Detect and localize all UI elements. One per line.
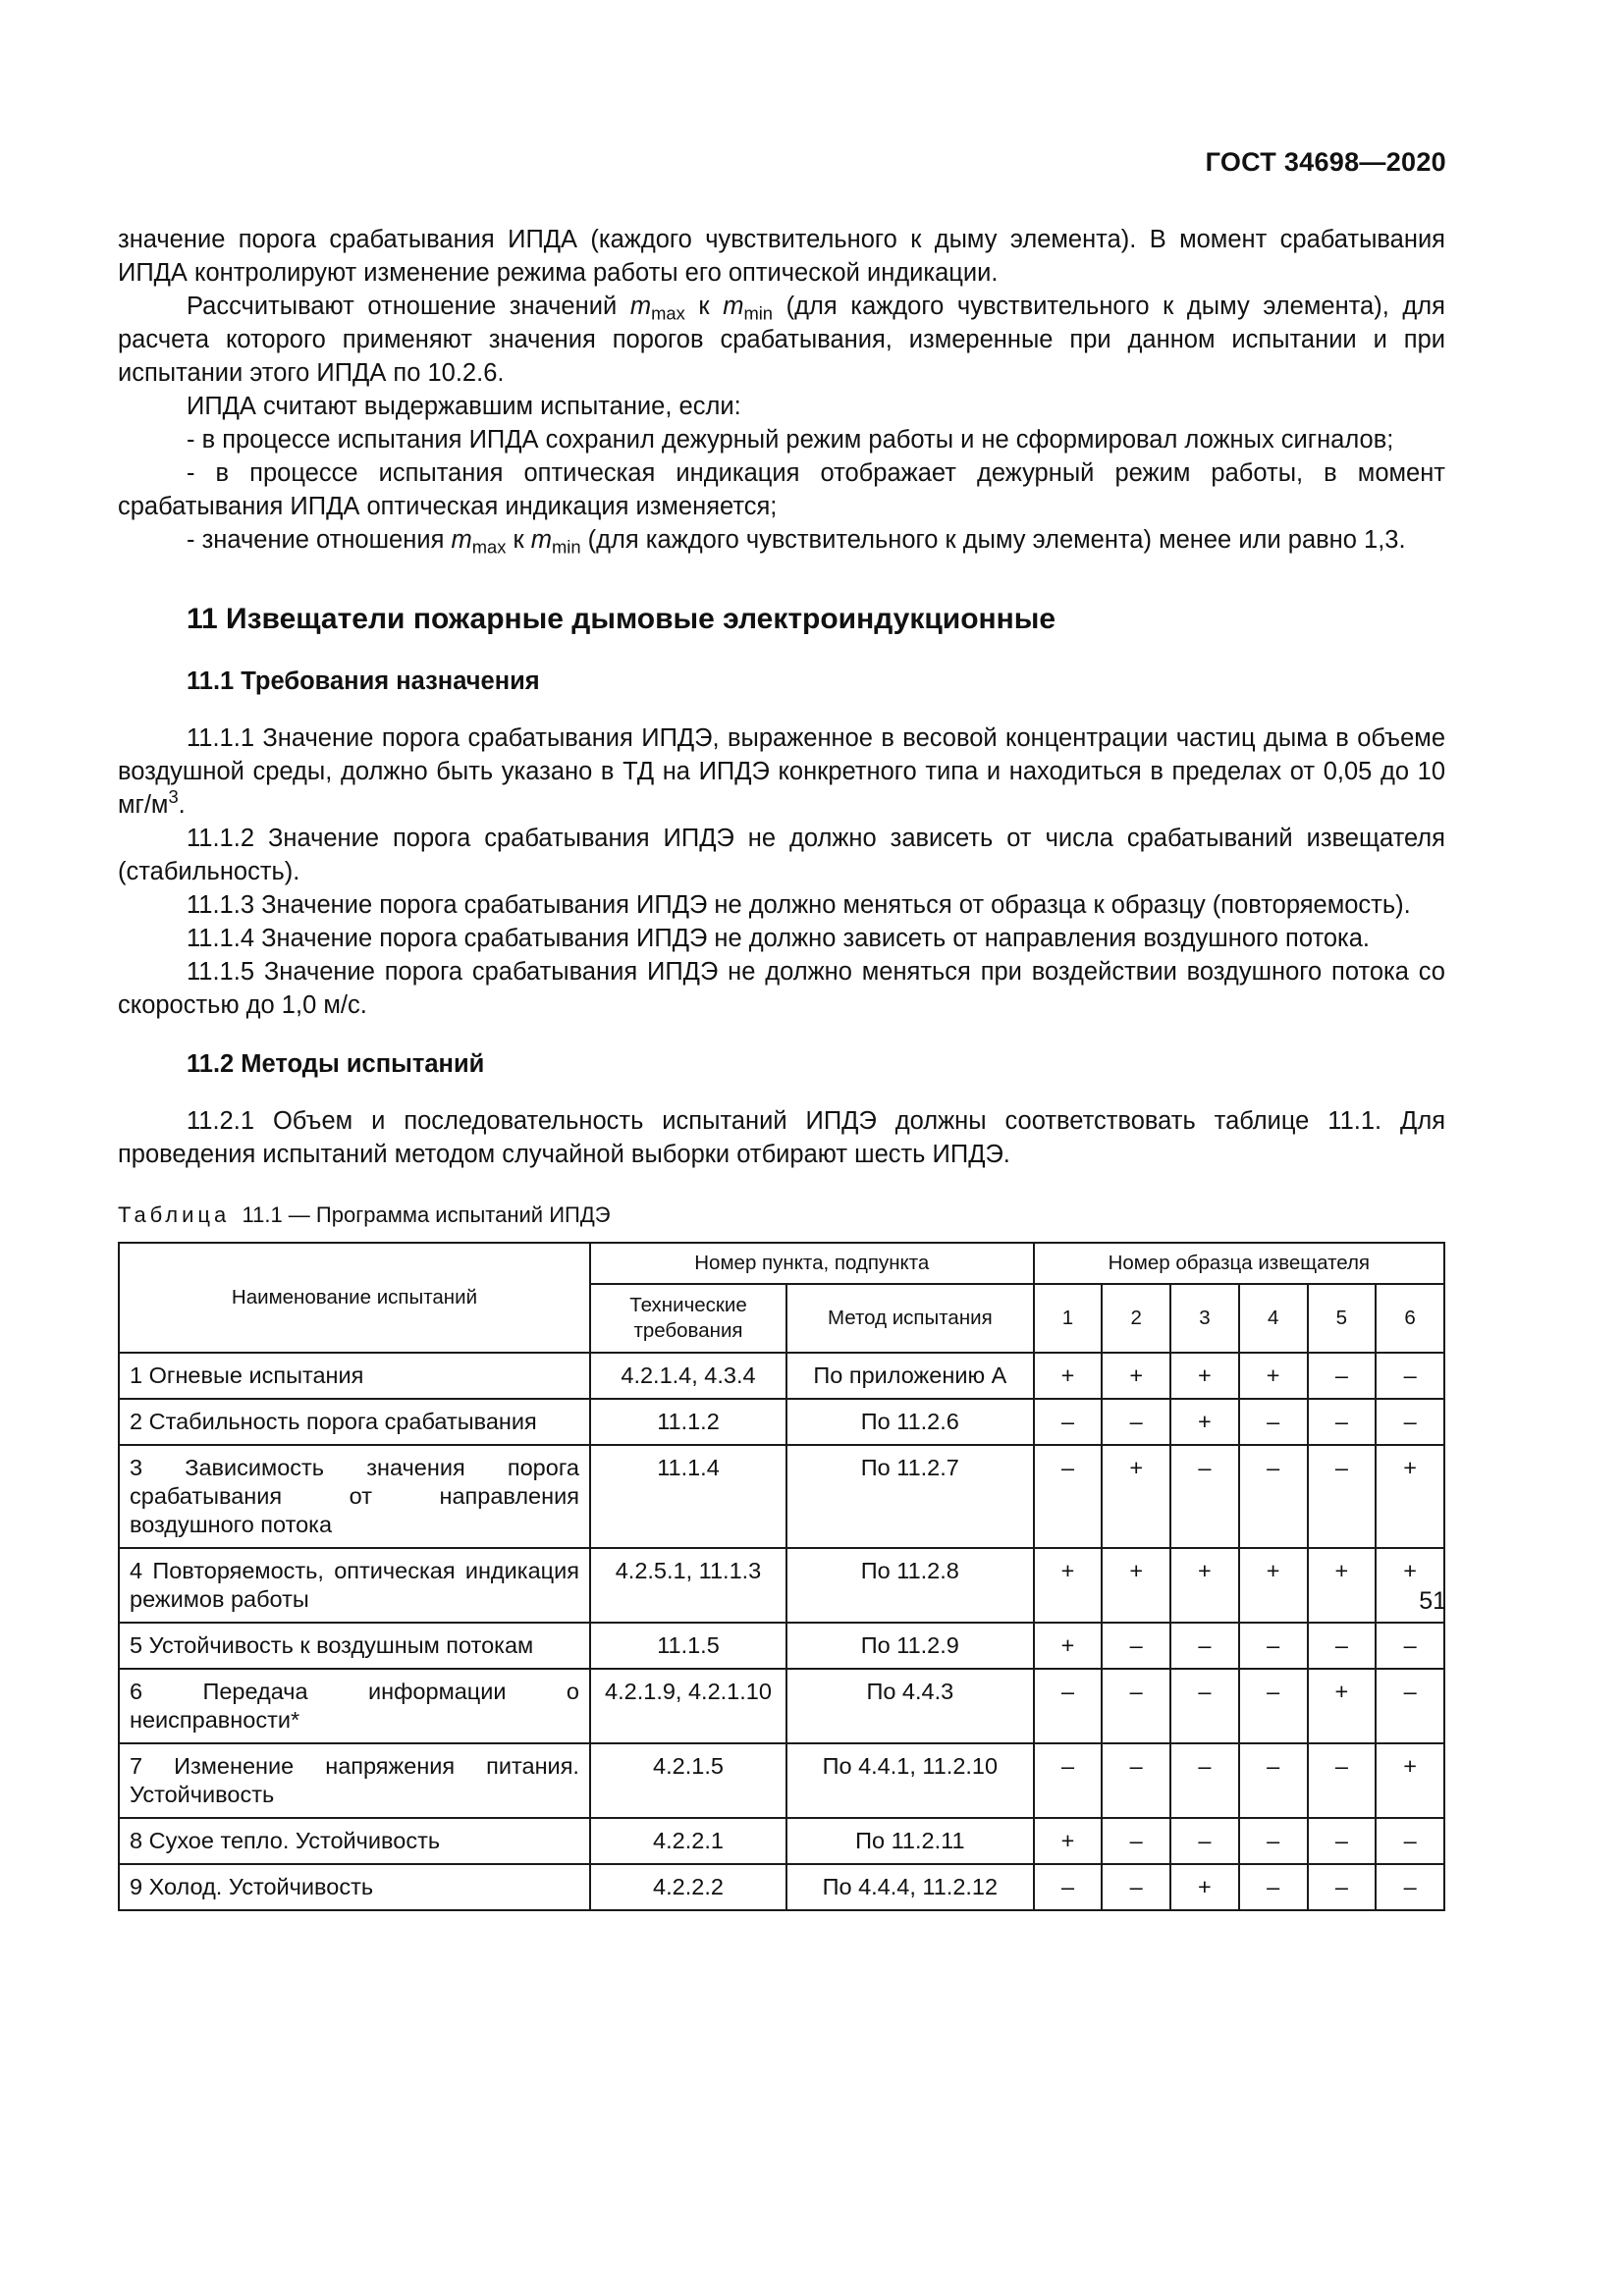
header-tech-requirements: Технические требования xyxy=(590,1284,786,1353)
intro-paragraph-6: - значение отношения $m_{max}$ к $m_{min}$ (для каждого чувствительного к дыму элемента) менее или равно 1,3. xyxy=(187,526,1406,558)
sample-6-mark: + xyxy=(1376,1548,1444,1623)
test-name-cell: 8 Сухое тепло. Устойчивость xyxy=(119,1818,590,1864)
table-row xyxy=(119,1818,1444,1864)
sample-4-mark: – xyxy=(1239,1445,1308,1548)
tech-requirements-cell: 4.2.1.9, 4.2.1.10 xyxy=(590,1669,786,1743)
sample-1-mark: + xyxy=(1034,1623,1103,1669)
test-name-cell: 4 Повторяемость, оптическая индикация режимов работы xyxy=(119,1548,590,1623)
sample-5-mark: – xyxy=(1308,1445,1377,1548)
sample-6-mark: – xyxy=(1376,1669,1444,1743)
tech-requirements-cell: 11.1.4 xyxy=(590,1445,786,1548)
test-method-cell: По 4.4.4, 11.2.12 xyxy=(786,1864,1034,1910)
sample-1-mark: – xyxy=(1034,1399,1103,1445)
table-row xyxy=(119,1548,1444,1623)
sample-6-mark: + xyxy=(1376,1743,1444,1818)
section-11-heading: 11 Извещатели пожарные дымовые электроиндукционные xyxy=(187,603,1056,635)
sample-4-mark: + xyxy=(1239,1548,1308,1623)
sample-3-mark: + xyxy=(1170,1399,1239,1445)
clause-11-1-4: 11.1.4 Значение порога срабатывания ИПДЭ не должно зависеть от направления воздушного потока. xyxy=(187,925,1371,952)
sample-4-mark: – xyxy=(1239,1743,1308,1818)
sample-3-mark: + xyxy=(1170,1548,1239,1623)
sample-4-mark: – xyxy=(1239,1864,1308,1910)
sample-5-mark: – xyxy=(1308,1743,1377,1818)
sample-2-mark: – xyxy=(1102,1669,1170,1743)
intro-paragraph-3: ИПДА считают выдержавшим испытание, если: xyxy=(187,393,741,420)
sample-6-mark: – xyxy=(1376,1818,1444,1864)
sample-5-mark: – xyxy=(1308,1399,1377,1445)
tech-requirements-cell: 4.2.1.4, 4.3.4 xyxy=(590,1353,786,1399)
test-program-table xyxy=(118,1242,1445,1911)
table-row xyxy=(119,1399,1444,1445)
test-name-cell: 3 Зависимость значения порога срабатывания от направления воздушного потока xyxy=(119,1445,590,1548)
test-name-cell: 5 Устойчивость к воздушным потокам xyxy=(119,1623,590,1669)
sample-4-mark: – xyxy=(1239,1399,1308,1445)
sample-2-mark: – xyxy=(1102,1743,1170,1818)
header-sample-1: 1 xyxy=(1034,1284,1103,1353)
header-test-method: Метод испытания xyxy=(786,1284,1034,1353)
sample-6-mark: – xyxy=(1376,1623,1444,1669)
sample-1-mark: + xyxy=(1034,1353,1103,1399)
sample-3-mark: – xyxy=(1170,1743,1239,1818)
header-sample-3: 3 xyxy=(1170,1284,1239,1353)
table-row xyxy=(119,1669,1444,1743)
sample-3-mark: + xyxy=(1170,1864,1239,1910)
test-name-cell: 9 Холод. Устойчивость xyxy=(119,1864,590,1910)
clause-11-1-5: 11.1.5 Значение порога срабатывания ИПДЭ не должно меняться при воздействии воздушного потока со скоростью до 1,0 м/с. xyxy=(118,958,1445,1019)
sample-4-mark: – xyxy=(1239,1623,1308,1669)
header-sample-6: 6 xyxy=(1376,1284,1444,1353)
sample-1-mark: – xyxy=(1034,1743,1103,1818)
sample-4-mark: – xyxy=(1239,1818,1308,1864)
sample-1-mark: – xyxy=(1034,1669,1103,1743)
sample-2-mark: + xyxy=(1102,1353,1170,1399)
test-name-cell: 7 Изменение напряжения питания. Устойчивость xyxy=(119,1743,590,1818)
sample-1-mark: – xyxy=(1034,1445,1103,1548)
sample-1-mark: + xyxy=(1034,1818,1103,1864)
table-row xyxy=(119,1353,1444,1399)
test-method-cell: По 11.2.8 xyxy=(786,1548,1034,1623)
test-name-cell: 1 Огневые испытания xyxy=(119,1353,590,1399)
sample-4-mark: – xyxy=(1239,1669,1308,1743)
sample-1-mark: + xyxy=(1034,1548,1103,1623)
header-clause-group: Номер пункта, подпункта xyxy=(590,1243,1034,1284)
sample-3-mark: – xyxy=(1170,1623,1239,1669)
document-code: ГОСТ 34698—2020 xyxy=(1205,147,1446,177)
test-name-cell: 2 Стабильность порога срабатывания xyxy=(119,1399,590,1445)
tech-requirements-cell: 11.1.5 xyxy=(590,1623,786,1669)
tech-requirements-cell: 4.2.2.1 xyxy=(590,1818,786,1864)
page-number: 51 xyxy=(1419,1587,1446,1615)
tech-requirements-cell: 4.2.2.2 xyxy=(590,1864,786,1910)
header-sample-4: 4 xyxy=(1239,1284,1308,1353)
table-row xyxy=(119,1445,1444,1548)
sample-2-mark: – xyxy=(1102,1399,1170,1445)
sample-5-mark: – xyxy=(1308,1623,1377,1669)
header-test-name: Наименование испытаний xyxy=(119,1243,590,1353)
clause-11-1-1: 11.1.1 Значение порога срабатывания ИПДЭ, выраженное в весовой концентрации частиц дыма в объеме воздушной среды, должно быть указано в ТД на ИПДЭ конкретного типа и находиться в пределах от 0,05 до 10 $мг/м^3$. xyxy=(118,724,1445,819)
sample-3-mark: + xyxy=(1170,1353,1239,1399)
table-row xyxy=(119,1864,1444,1910)
header-sample-2: 2 xyxy=(1102,1284,1170,1353)
clause-11-1-2: 11.1.2 Значение порога срабатывания ИПДЭ не должно зависеть от числа срабатываний извещателя (стабильность). xyxy=(118,825,1445,885)
subsection-11-1-heading: 11.1 Требования назначения xyxy=(187,667,540,695)
table-caption-label: Таблица xyxy=(118,1202,231,1227)
test-method-cell: По 4.4.1, 11.2.10 xyxy=(786,1743,1034,1818)
table-row xyxy=(119,1743,1444,1818)
sample-5-mark: – xyxy=(1308,1353,1377,1399)
table-caption xyxy=(118,1201,1445,1230)
test-name-cell: 6 Передача информации о неисправности* xyxy=(119,1669,590,1743)
sample-2-mark: + xyxy=(1102,1548,1170,1623)
sample-6-mark: – xyxy=(1376,1864,1444,1910)
tech-requirements-cell: 11.1.2 xyxy=(590,1399,786,1445)
sample-5-mark: + xyxy=(1308,1669,1377,1743)
test-method-cell: По приложению А xyxy=(786,1353,1034,1399)
sample-6-mark: – xyxy=(1376,1353,1444,1399)
tech-requirements-cell: 4.2.5.1, 11.1.3 xyxy=(590,1548,786,1623)
sample-2-mark: + xyxy=(1102,1445,1170,1548)
sample-4-mark: + xyxy=(1239,1353,1308,1399)
sample-2-mark: – xyxy=(1102,1864,1170,1910)
test-method-cell: По 11.2.9 xyxy=(786,1623,1034,1669)
test-method-cell: По 4.4.3 xyxy=(786,1669,1034,1743)
clause-11-1-3: 11.1.3 Значение порога срабатывания ИПДЭ не должно меняться от образца к образцу (повторяемость). xyxy=(187,891,1411,919)
table-row xyxy=(119,1623,1444,1669)
sample-3-mark: – xyxy=(1170,1669,1239,1743)
sample-6-mark: – xyxy=(1376,1399,1444,1445)
sample-6-mark: + xyxy=(1376,1445,1444,1548)
sample-3-mark: – xyxy=(1170,1445,1239,1548)
intro-paragraph-5: - в процессе испытания оптическая индикация отображает дежурный режим работы, в момент срабатывания ИПДА оптическая индикация изменяется; xyxy=(118,459,1445,520)
intro-paragraph-4: - в процессе испытания ИПДА сохранил дежурный режим работы и не сформировал ложных сигналов; xyxy=(187,426,1394,454)
sample-5-mark: + xyxy=(1308,1548,1377,1623)
page-content xyxy=(118,223,1445,1911)
tech-requirements-cell: 4.2.1.5 xyxy=(590,1743,786,1818)
sample-2-mark: – xyxy=(1102,1818,1170,1864)
test-method-cell: По 11.2.6 xyxy=(786,1399,1034,1445)
subsection-11-2-heading: 11.2 Методы испытаний xyxy=(187,1050,485,1078)
header-sample-group: Номер образца извещателя xyxy=(1034,1243,1444,1284)
table-caption-text: 11.1 — Программа испытаний ИПДЭ xyxy=(242,1202,611,1227)
sample-2-mark: – xyxy=(1102,1623,1170,1669)
intro-paragraph-1: значение порога срабатывания ИПДА (каждого чувствительного к дыму элемента). В момент срабатывания ИПДА контролируют изменение режима работы его оптической индикации. xyxy=(118,226,1445,287)
sample-5-mark: – xyxy=(1308,1818,1377,1864)
intro-paragraph-2: Рассчитывают отношение значений $m_{max}$ к $m_{min}$ (для каждого чувствительного к дыму элемента), для расчета которого применяют значения порогов срабатывания, измеренные при данном испытании и при испытании этого ИПДА по 10.2.6. xyxy=(118,293,1445,387)
sample-5-mark: – xyxy=(1308,1864,1377,1910)
test-method-cell: По 11.2.11 xyxy=(786,1818,1034,1864)
sample-3-mark: – xyxy=(1170,1818,1239,1864)
sample-1-mark: – xyxy=(1034,1864,1103,1910)
test-method-cell: По 11.2.7 xyxy=(786,1445,1034,1548)
clause-11-2-1: 11.2.1 Объем и последовательность испытаний ИПДЭ должны соответствовать таблице 11.1. Для проведения испытаний методом случайной выборки отбирают шесть ИПДЭ. xyxy=(118,1107,1445,1168)
header-sample-5: 5 xyxy=(1308,1284,1377,1353)
